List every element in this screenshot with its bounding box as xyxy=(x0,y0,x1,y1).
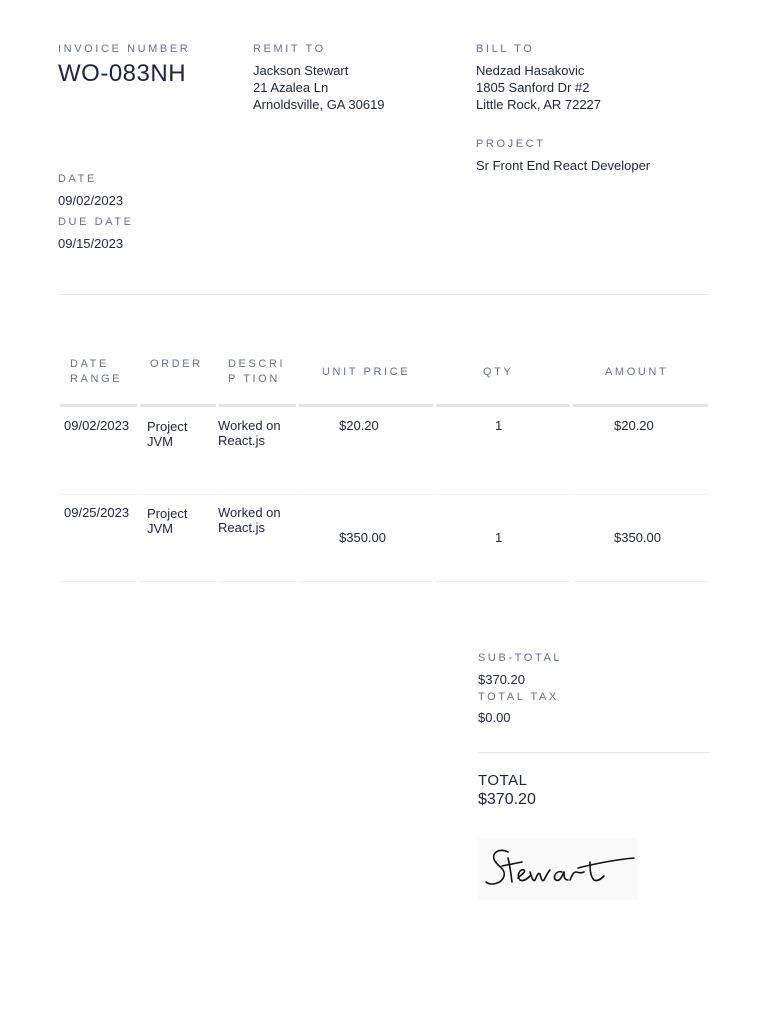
total-tax-value: $0.00 xyxy=(478,710,511,725)
bill-to-label: BILL TO xyxy=(476,43,535,55)
row-description-line2: React.js xyxy=(218,433,265,448)
row-unit-price: $20.20 xyxy=(339,418,379,433)
due-date-label: DUE DATE xyxy=(58,216,134,228)
row-amount: $20.20 xyxy=(614,418,654,433)
date-label: DATE xyxy=(58,173,97,185)
row-rule xyxy=(60,494,137,495)
signature-image xyxy=(478,838,638,900)
header-rule xyxy=(573,404,708,407)
row-rule xyxy=(60,581,137,582)
row-order-line2: JVM xyxy=(147,521,173,536)
col-date-range-header xyxy=(70,357,122,387)
row-rule xyxy=(140,581,216,582)
row-unit-price: $350.00 xyxy=(339,530,386,545)
col-date-range-line2: RANGE xyxy=(70,373,123,385)
bill-to-name: Nedzad Hasakovic xyxy=(476,63,585,78)
row-order xyxy=(147,506,187,536)
row-order xyxy=(147,419,187,449)
row-rule xyxy=(299,494,433,495)
remit-to-label: REMIT TO xyxy=(253,43,326,55)
row-rule xyxy=(436,581,570,582)
row-description xyxy=(218,418,281,448)
header-rule xyxy=(219,404,296,407)
remit-to-name: Jackson Stewart xyxy=(253,63,349,78)
row-rule xyxy=(436,494,570,495)
row-date: 09/02/2023 xyxy=(64,418,130,433)
invoice-number-label: INVOICE NUMBER xyxy=(58,43,191,55)
col-description-line2: P TION xyxy=(228,373,280,385)
row-description-line1: Worked on xyxy=(218,418,281,433)
summary-divider xyxy=(478,752,710,753)
invoice-date: 09/02/2023 xyxy=(58,193,124,208)
row-qty: 1 xyxy=(495,530,503,545)
remit-to-street: 21 Azalea Ln xyxy=(253,80,329,95)
bill-to-city: Little Rock, AR 72227 xyxy=(476,97,602,112)
subtotal-value: $370.20 xyxy=(478,672,525,687)
invoice-number: WO-083NH xyxy=(58,60,187,87)
due-date: 09/15/2023 xyxy=(58,236,124,251)
row-date: 09/25/2023 xyxy=(64,505,130,520)
row-rule xyxy=(573,494,708,495)
header-rule xyxy=(299,404,433,407)
col-amount-header: AMOUNT xyxy=(605,366,669,378)
bill-to-street: 1805 Sanford Dr #2 xyxy=(476,80,590,95)
header-divider xyxy=(58,294,710,295)
row-qty: 1 xyxy=(495,418,503,433)
row-description-line2: React.js xyxy=(218,520,265,535)
subtotal-label: SUB-TOTAL xyxy=(478,652,563,664)
remit-to-city: Arnoldsville, GA 30619 xyxy=(253,97,385,112)
header-rule xyxy=(436,404,570,407)
header-rule xyxy=(60,404,137,407)
project-label: PROJECT xyxy=(476,138,546,150)
row-order-line1: Project xyxy=(147,506,188,521)
row-description xyxy=(218,505,281,535)
row-order-line1: Project xyxy=(147,419,188,434)
row-rule xyxy=(219,581,296,582)
col-date-range-line1: DATE xyxy=(70,358,109,370)
col-description-header xyxy=(228,357,285,387)
col-qty-header: QTY xyxy=(483,366,514,378)
row-description-line1: Worked on xyxy=(218,505,281,520)
col-order-header: ORDER xyxy=(150,358,203,370)
row-order-line2: JVM xyxy=(147,434,173,449)
project-name: Sr Front End React Developer xyxy=(476,158,651,173)
row-rule xyxy=(573,581,708,582)
header-rule xyxy=(140,404,216,407)
col-description-line1: DESCRI xyxy=(228,358,286,370)
row-amount: $350.00 xyxy=(614,530,661,545)
row-rule xyxy=(299,581,433,582)
col-unit-price-header: UNIT PRICE xyxy=(322,366,411,378)
row-rule xyxy=(140,494,216,495)
row-rule xyxy=(219,494,296,495)
total-label: TOTAL xyxy=(478,772,528,789)
total-tax-label: TOTAL TAX xyxy=(478,691,559,703)
total-value: $370.20 xyxy=(478,791,536,808)
